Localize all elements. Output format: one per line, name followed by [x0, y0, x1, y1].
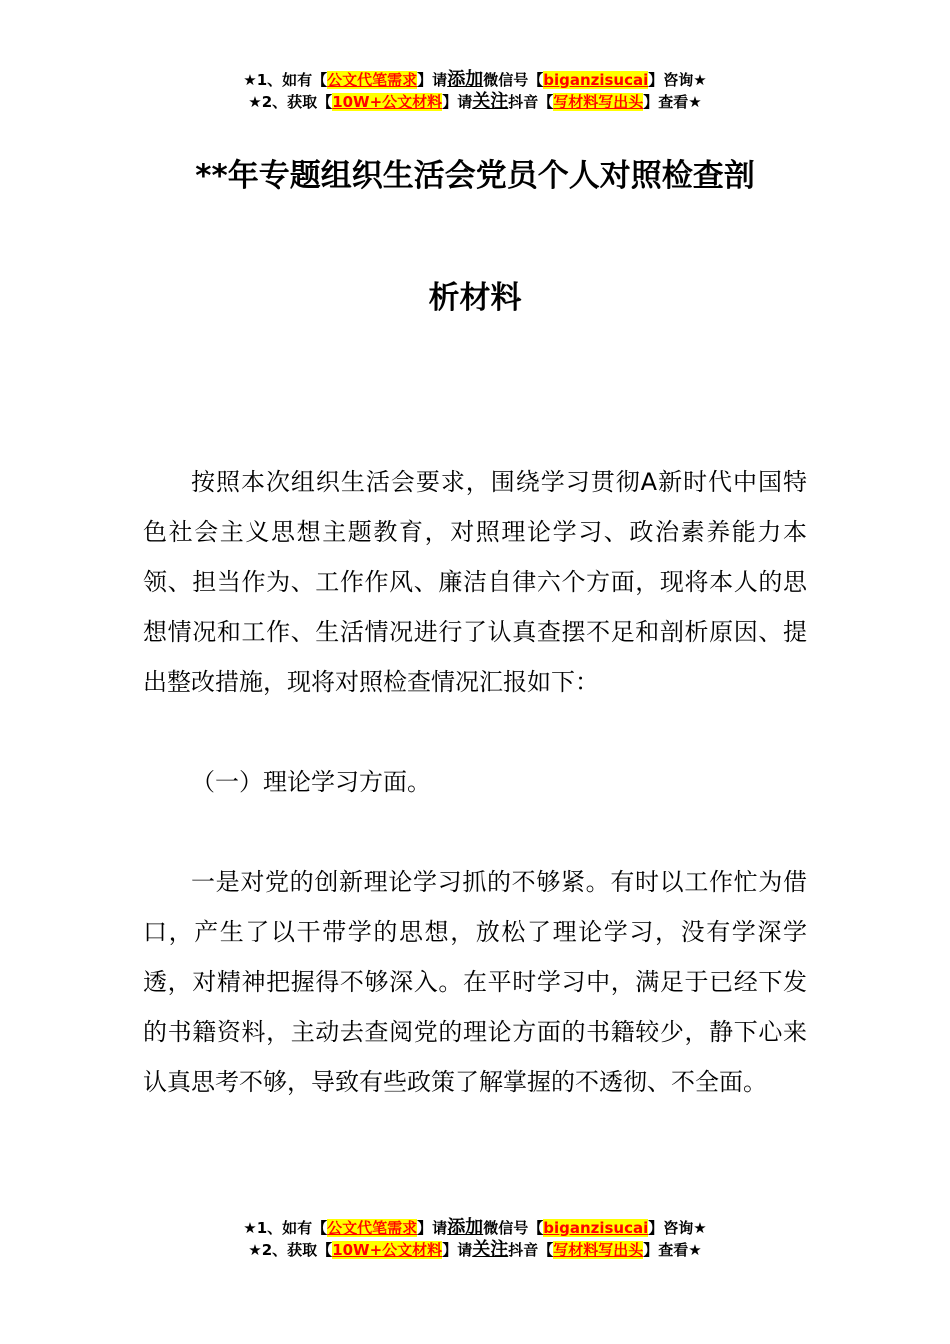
footer-promo — [0, 1217, 950, 1261]
promo-highlight-douyin: 写材料写出头 — [553, 1241, 644, 1259]
document-title-line-2: 析材料 — [428, 280, 522, 316]
section-heading-theory-study: （一）理论学习方面。 — [191, 768, 431, 796]
paragraph-intro: 按照本次组织生活会要求，围绕学习贯彻A新时代中国特色社会主义思想主题教育，对照理论学习、政治素养能力本领、担当作为、工作作风、廉洁自律六个方面，现将本人的思想情况和工作、生活情况进行了认真查摆不足和剖析原因、提出整改措施，现将对照检查情况汇报如下： — [143, 468, 807, 696]
promo-highlight-wechat-id: biganzisucai — [543, 71, 649, 89]
promo-highlight-douyin: 写材料写出头 — [553, 93, 644, 111]
promo-emphasis-follow: 关注 — [472, 91, 509, 112]
promo-line-2: ★2、获取【10W+公文材料】请关注抖音【写材料写出头】查看★ — [248, 1239, 702, 1260]
promo-highlight-materials: 10W+公文材料 — [332, 1241, 443, 1259]
promo-emphasis-add: 添加 — [447, 69, 484, 90]
promo-line-1: ★1、如有【公文代笔需求】请添加微信号【biganzisucai】咨询★ — [243, 69, 707, 90]
document-title-line-1: **年专题组织生活会党员个人对照检查剖 — [195, 158, 755, 194]
promo-highlight-service: 公文代笔需求 — [327, 71, 418, 89]
promo-line-1: ★1、如有【公文代笔需求】请添加微信号【biganzisucai】咨询★ — [243, 1217, 707, 1238]
promo-emphasis-add: 添加 — [447, 1217, 484, 1238]
promo-highlight-service: 公文代笔需求 — [327, 1219, 418, 1237]
promo-highlight-wechat-id: biganzisucai — [543, 1219, 649, 1237]
promo-line-2: ★2、获取【10W+公文材料】请关注抖音【写材料写出头】查看★ — [248, 91, 702, 112]
header-promo — [0, 69, 950, 113]
paragraph-issue-one: 一是对党的创新理论学习抓的不够紧。有时以工作忙为借口，产生了以干带学的思想，放松了理论学习，没有学深学透，对精神把握得不够深入。在平时学习中，满足于已经下发的书籍资料，主动去查阅党的理论方面的书籍较少，静下心来认真思考不够，导致有些政策了解掌握的不透彻、不全面。 — [143, 868, 807, 1096]
promo-emphasis-follow: 关注 — [472, 1239, 509, 1260]
promo-highlight-materials: 10W+公文材料 — [332, 93, 443, 111]
